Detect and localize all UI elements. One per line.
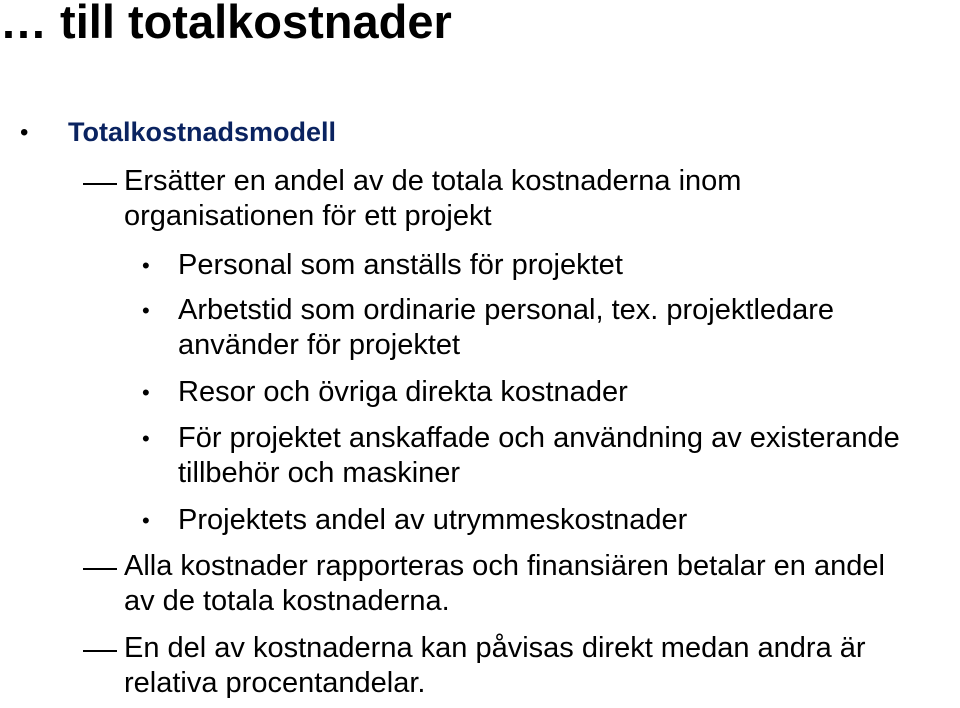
list-item-line: Personal som anställs för projektet: [178, 249, 623, 281]
list-item-line: Projektets andel av utrymmeskostnader: [178, 504, 688, 536]
list-item-line: En del av kostnaderna kan påvisas direkt medan andra är: [124, 632, 866, 664]
dash-icon: [83, 568, 117, 570]
list-item-line: organisationen för ett projekt: [124, 200, 492, 232]
list-item-line: använder för projektet: [178, 329, 461, 361]
heading-totalkostnadsmodell: Totalkostnadsmodell: [68, 117, 337, 147]
slide-title: … till totalkostnader: [0, 0, 452, 48]
list-item-line: relativa procentandelar.: [124, 667, 426, 699]
list-item-line: För projektet anskaffade och användning av existerande: [178, 422, 900, 454]
list-item-line: Resor och övriga direkta kostnader: [178, 376, 628, 408]
bullet-item-totalkostnadsmodell: [20, 114, 28, 150]
bullet-icon: •: [142, 508, 150, 533]
bullet-icon: •: [142, 298, 150, 323]
dash-icon: [83, 183, 117, 185]
list-item-line: Arbetstid som ordinarie personal, tex. projektledare: [178, 294, 835, 326]
bullet-icon: •: [142, 253, 150, 278]
list-item-line: av de totala kostnaderna.: [124, 585, 450, 617]
dash-icon: [83, 650, 117, 652]
list-item-line: tillbehör och maskiner: [178, 457, 461, 489]
list-item-line: Alla kostnader rapporteras och finansiären betalar en andel: [124, 550, 885, 582]
list-item-line: Ersätter en andel av de totala kostnaderna inom: [124, 165, 742, 197]
bullet-icon: •: [142, 426, 150, 451]
bullet-icon: •: [20, 119, 29, 146]
bullet-icon: •: [142, 380, 150, 405]
